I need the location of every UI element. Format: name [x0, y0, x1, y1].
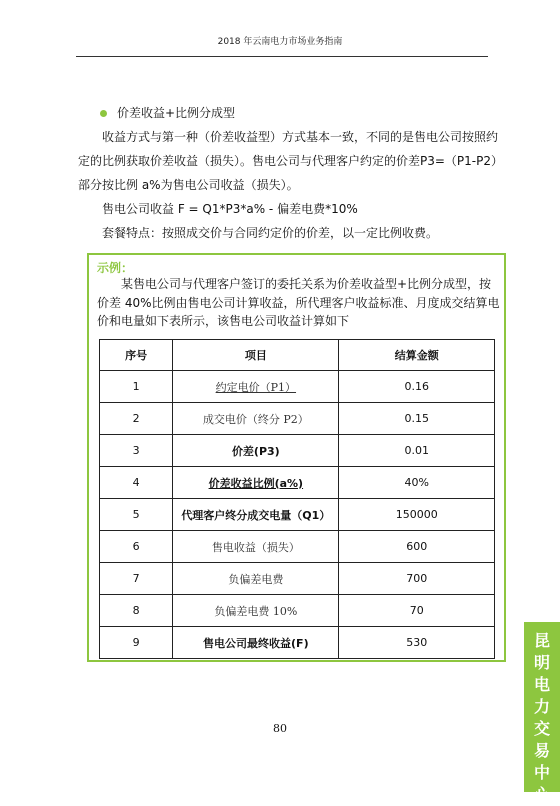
table-row [100, 499, 495, 531]
package-feature-text: 套餐特点：按照成交价与合同约定价的价差，以一定比例收费。 [102, 226, 439, 240]
side-tab-char: 易 [533, 741, 550, 760]
row-amount: 150000 [339, 499, 495, 531]
side-tab-char: 电 [533, 675, 550, 694]
table-row [100, 627, 495, 659]
row-amount: 0.15 [339, 403, 495, 435]
row-item: 负偏差电费 10% [173, 595, 339, 627]
row-item: 价差收益比例(a%) [173, 467, 339, 499]
header-amount: 结算金额 [339, 340, 495, 371]
row-amount: 530 [339, 627, 495, 659]
settlement-table [99, 339, 495, 659]
table-row [100, 531, 495, 563]
header-no: 序号 [100, 340, 173, 371]
section-paragraph: 收益方式与第一种（价差收益型）方式基本一致，不同的是售电公司按照约定的比例获取价差收益（损失）。售电公司与代理客户约定的价差P3=（P1-P2）部分按比例 a%为售电公司收益（损失）。 [78, 130, 499, 192]
page-number: 80 [273, 722, 287, 735]
settlement-table-wrap [99, 339, 495, 659]
row-item: 约定电价（P1） [173, 371, 339, 403]
row-item: 成交电价（终分 P2） [173, 403, 339, 435]
table-row [100, 595, 495, 627]
formula-text: 售电公司收益 F = Q1*P3*a% - 偏差电费*10% [102, 202, 358, 216]
row-no: 2 [100, 403, 173, 435]
table-row [100, 563, 495, 595]
section-body [78, 101, 498, 245]
example-label: 示例： [97, 261, 134, 275]
example-paragraph: 某售电公司与代理客户签订的委托关系为价差收益型+比例分成型，按价差 40%比例由售电公司计算收益，所代理客户收益标准、月度成交结算电价和电量如下表所示，该售电公司收益计算如下 [97, 277, 500, 328]
side-tab-char: 力 [533, 697, 550, 716]
row-no: 4 [100, 467, 173, 499]
row-no: 6 [100, 531, 173, 563]
table-row [100, 435, 495, 467]
side-tab-char: 心 [533, 785, 550, 804]
side-tab-char: 明 [533, 653, 550, 672]
row-no: 9 [100, 627, 173, 659]
side-tab-kunming-power-exchange [524, 622, 560, 804]
bullet-icon [100, 110, 107, 117]
header-divider [76, 56, 488, 57]
row-no: 1 [100, 371, 173, 403]
row-item: 售电公司最终收益(F) [173, 627, 339, 659]
row-amount: 600 [339, 531, 495, 563]
row-no: 3 [100, 435, 173, 467]
row-amount: 40% [339, 467, 495, 499]
row-no: 5 [100, 499, 173, 531]
row-no: 7 [100, 563, 173, 595]
row-item: 代理客户终分成交电量（Q1） [173, 499, 339, 531]
row-amount: 0.16 [339, 371, 495, 403]
section-heading [78, 101, 498, 125]
row-item: 负偏差电费 [173, 563, 339, 595]
row-amount: 0.01 [339, 435, 495, 467]
table-row [100, 371, 495, 403]
row-amount: 70 [339, 595, 495, 627]
header-item: 项目 [173, 340, 339, 371]
section-heading-text: 价差收益+比例分成型 [117, 106, 236, 120]
example-text [97, 275, 503, 331]
header-title: 2018 年云南电力市场业务指南 [217, 37, 343, 47]
row-no: 8 [100, 595, 173, 627]
row-item: 售电收益（损失） [173, 531, 339, 563]
side-tab-char: 昆 [533, 631, 550, 650]
example-box [87, 253, 506, 662]
side-tab-char: 交 [533, 719, 550, 738]
side-tab-char: 中 [533, 763, 550, 782]
table-row [100, 467, 495, 499]
table-row [100, 403, 495, 435]
row-item: 价差(P3) [173, 435, 339, 467]
table-header-row [100, 340, 495, 371]
row-amount: 700 [339, 563, 495, 595]
